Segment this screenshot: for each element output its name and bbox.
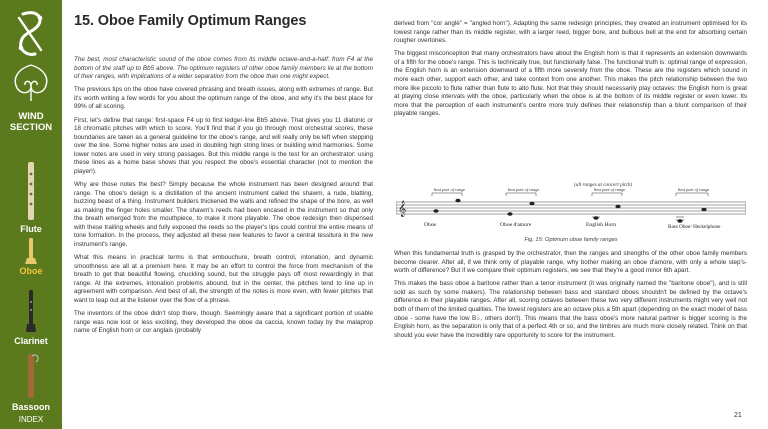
body-paragraph: derived from "cor anglé" = "angled horn"). Adapting the same redesign principles, they created an instrument optimised for its lowest range rather than its middle register, with a larger reed, bigger bore, and bulbous bell at the end for absorbing certain rougher overtones. [394,20,747,45]
nav-label-clarinet: Clarinet [14,336,48,346]
page-title: 15. Oboe Family Optimum Ranges [74,13,307,29]
clef-logo-icon [9,8,53,60]
clarinet-icon [20,290,42,332]
nav-item-oboe[interactable] [0,238,62,274]
body-paragraph: When this fundamental truth is grasped by the orchestrator, then the ranges and strengths of the other oboe family members become clearer. After all, if we think only of playable range, why bother making an oboe d'amore, with only a whole step's-worth of difference? But if we compare their optimum registers, we see that they're a good minor 6th apart. [394,250,747,275]
section-title: WIND SECTION [9,111,53,133]
right-column-lower [394,250,747,345]
nav-item-bassoon[interactable] [0,352,62,412]
sidebar [0,0,62,429]
instrument-label: Oboe [424,222,437,228]
nav-item-flute[interactable] [0,162,62,236]
best-part-label: best part of range [434,187,466,192]
body-paragraph: The biggest misconception that many orchestrators have about the English horn is that it represents an extension downwards of a fifth for the oboe's range. This is technically true, but functionally false. The functional truth is: optimal range of expression, the English horn is an extension downward of a fifth more severely from the oboe. These are the registers which sound in more each other, support each other, and take context from one another. This makes the pitch relationship between the two more like piccolo to flute rather than flute to alto flute. Not that they should necessarily play octaves: the English horn is great at playing close intervals with the oboe, particularly when the oboe is at the bottom of its middle register or even lower. Its more that the perception of each instrument's centre more truly defines their relationship than a blunt comparison of their playable ranges. [394,50,747,118]
body-paragraph: The previous tips on the oboe have covered phrasing and breath issues, along with extremes of range. But it's worth writing a few words for you about the optimum range of the oboe, and why it's the best place for 99% of all scoring. [74,86,373,111]
instrument-label: English Horn [586,222,616,228]
best-part-label: best part of range [678,187,710,192]
figure-note: (all ranges at concert pitch) [574,182,633,188]
instrument-label: Bass Oboe/ Heckelphone [668,224,721,230]
body-paragraph: What this means in practical terms is that embouchure, breath control, intonation, and dynamic smoothness are all at a premium here. It may be an effort to control the force from mechanism of the breath to get that beautiful flowing, chuckling sound, but the struggle pays off most rewardingly in that range. At the extremes, intonation problems abound, but in the center, the pitches tend to line up in agreement with comparison. And best of all, the strength of the notes is more even, with fewer pitches that want to leap out at the listener over the flow of a phrase. [74,254,373,304]
nav-item-clarinet[interactable] [0,290,62,346]
intro-paragraph: The best, most characteristic sound of the oboe comes from its middle octave-and-a-half: from F4 at the bottom of the staff up to Bb5 above. The optimum registers of other oboe family members lie at the bottom of their ranges, with implications of a wider separation from the oboe than one might expect. [74,56,373,81]
body-paragraph: First, let's define that range: first-space F4 up to first ledger-line Bb5 above. That gives you 11 diatonic or 18 chromatic pitches with which to score. You'll find that if you go through most orchestral scores, these boundaries are taken as a general guideline for the oboe's range, and will really only be left when stepping over the line. Some higher notes are used in doubling high string lines or building wind harmonies. Some lower notes are used in very strong passages. But this middle range is the test for an orchestrator: using these lines as a home base shows that you respect the oboe's essential character (not to mention the player!). [74,116,373,175]
index-link[interactable]: INDEX [18,415,44,424]
best-part-label: best part of range [508,187,540,192]
left-column [74,56,373,341]
body-paragraph: The inventors of the oboe didn't stop there, though. Seemingly aware that a significant portion of usable range was now lost or less exciting, they developed the oboe da caccia, known today by the malaprop name of English horn or cor anglais (probably [74,310,373,335]
treble-clef-icon: 𝄞 [398,201,407,217]
ornament-icon [4,62,58,102]
nav-label-oboe: Oboe [19,266,43,276]
nav-label-flute: Flute [20,224,42,234]
body-paragraph: Why are those notes the best? Simply because the whole instrument has been designed around that range. The oboe's design is a distillation of the ancient instrument called the shawm, a rude, blatting, buzzing beast of a thing. Instrument builders thickened the walls and refined the shape of the bore, as well as making the finger holes smaller. The shawm's reeds had been encased in the instrument so that only the breath emerged from the mouthpiece, to make it more playable. The oboe redesign then dispensed with these trailing wheels and fully exposed the reeds so the player's lips could control the entire means of tone formation. In the process, they adjusted all these new features to favor a central tessitura in the new instrument's range. [74,181,373,248]
best-part-label: best part of range [594,187,626,192]
figure-caption: Fig. 15: Optimum oboe family ranges [524,237,618,243]
nav-label-bassoon: Bassoon [11,402,50,412]
right-column [394,20,747,123]
instrument-label: Oboe d'amore [500,222,532,228]
oboe-icon [20,238,42,264]
flute-icon [20,162,42,220]
page-number: 21 [734,412,742,419]
body-paragraph: This makes the bass oboe a baritone rather than a tenor instrument (it was originally named the "baritone oboe"), and is still sold as such by some makers). The relationship between bass and standard oboes shouldn't be defined by the octave's difference in their playable ranges. After all, scoring octaves between these two very different instruments might very well not both of them of the limited qualities. The lowest registers are an octave plus a 5th apart (depending on the exact model of bass oboe - some have the low B♭, others don't). This means that the bass oboe's more natural partner is bigger scoring is the English horn, as the separation is only that of a perfect 4th or so, and the timbres are much more closely related. Think on that should you ever have the incredibly rare opportunity to score for the instrument. [394,280,747,339]
bassoon-icon [20,352,42,398]
range-figure [396,180,746,236]
